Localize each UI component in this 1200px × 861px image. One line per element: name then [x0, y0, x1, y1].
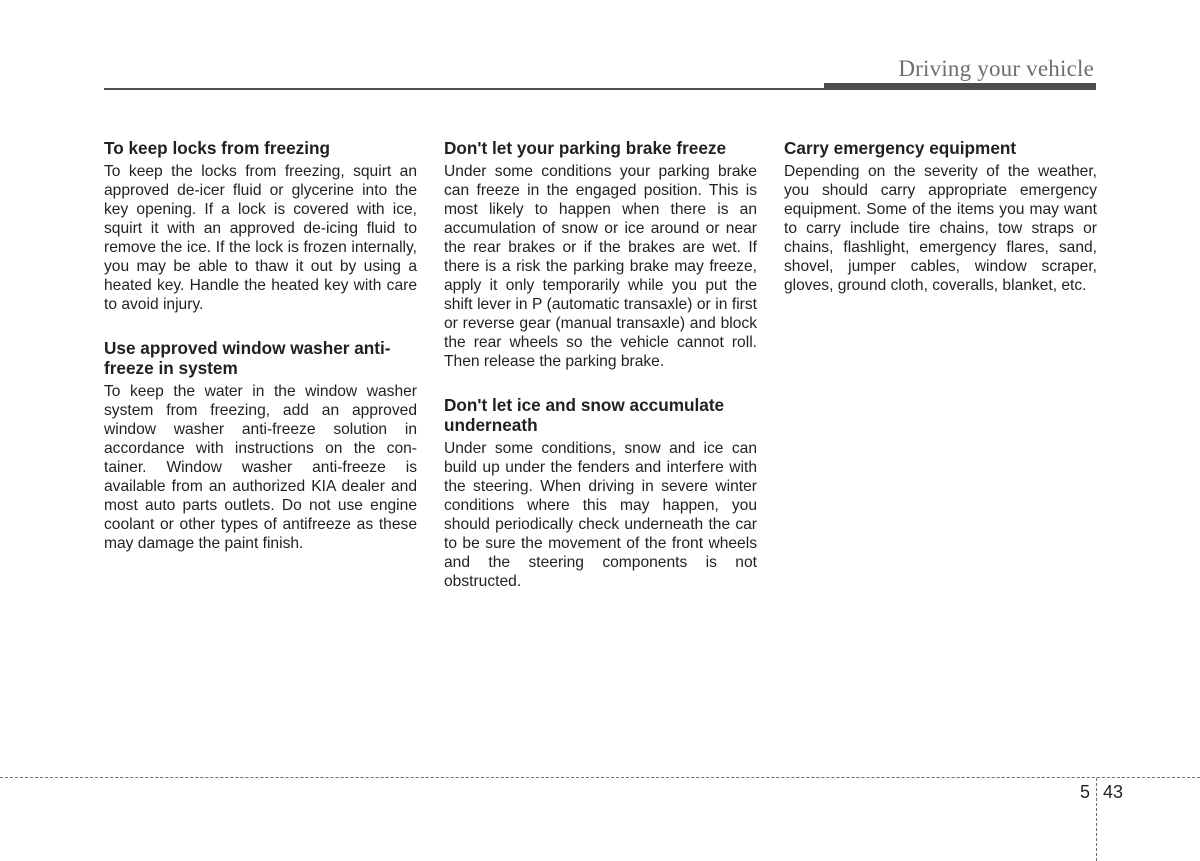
section-body: Under some conditions your parking brake can freeze in the engaged position. This is most likely to happen when there is an accumulation of snow or ice around or near the rear brakes or if the brakes are wet. If there is a risk the parking brake may freeze, apply it only temporarily while you put the shift lever in P (automatic transaxle) or in first or reverse gear (manual transaxle) and block the rear wheels so the vehicle cannot roll. Then release the parking brake.: [444, 163, 757, 370]
content-column-3: [784, 138, 1097, 319]
section-locks: [104, 138, 417, 314]
content-column-1: [104, 138, 417, 577]
section-body: Depending on the severity of the weather, you should carry appropriate emergency equipment. Some of the items you may want to carry include tire chains, tow straps or chains, flashlight, emergency flares, sand, shovel, jumper cables, window scraper, gloves, ground cloth, coveralls, blanket, etc.: [784, 163, 1097, 294]
section-heading: Don't let your parking brake freeze: [444, 138, 727, 158]
section-body: To keep the locks from freezing, squirt an approved de-icer fluid or glycerine into the key opening. If a lock is covered with ice, squirt it with an approved de-icing fluid to remove the ice. If the lock is frozen internally, you may be able to thaw it out by using a heated key. Handle the heated key with care to avoid injury.: [104, 163, 417, 313]
header-rule-accent: [824, 83, 1096, 90]
section-heading: Use approved window washer anti-freeze in system: [104, 338, 391, 378]
section-emergency-equipment: [784, 138, 1097, 295]
header-rule: [104, 88, 824, 90]
section-washer: [104, 338, 417, 553]
page-number: 43: [1103, 782, 1124, 802]
footer-divider: [1096, 778, 1097, 861]
content-column-2: [444, 138, 757, 615]
section-parking-brake: [444, 138, 757, 371]
chapter-title: Driving your vehicle: [898, 56, 1094, 81]
chapter-number: 5: [1079, 782, 1090, 802]
section-heading: Carry emergency equipment: [784, 138, 1017, 158]
section-heading: Don't let ice and snow accumulate underneath: [444, 395, 725, 435]
section-body: To keep the water in the window washer system from freezing, add an approved window washer anti-freeze solution in accordance with instructions on the container. Window washer anti-freeze is available from an authorized KIA dealer and most auto parts outlets. Do not use engine coolant or other types of antifreeze as these may damage the paint finish.: [104, 383, 417, 552]
section-ice-snow: [444, 395, 757, 591]
footer-rule: [0, 777, 1200, 778]
section-body: Under some conditions, snow and ice can build up under the fenders and interfere with the steering. When driving in severe winter conditions where this may happen, you should periodically check underneath the car to be sure the movement of the front wheels and the steering components is not obstructed.: [444, 440, 757, 590]
section-heading: To keep locks from freezing: [104, 138, 331, 158]
